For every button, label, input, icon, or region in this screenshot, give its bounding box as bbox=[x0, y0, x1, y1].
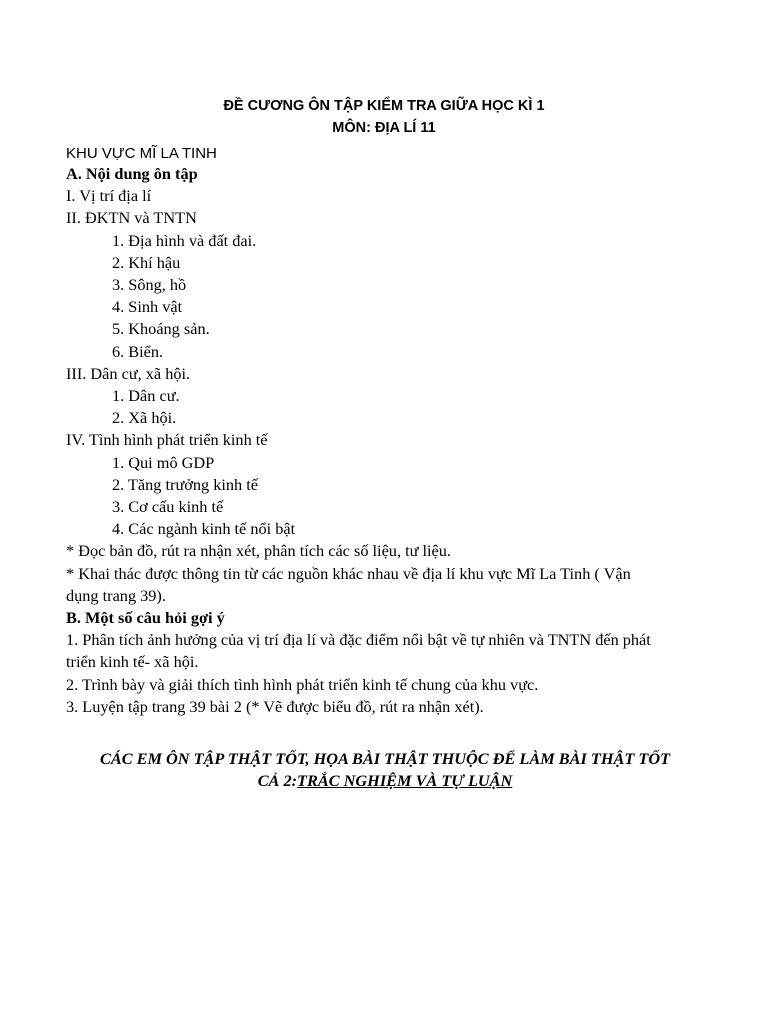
section-b-heading: B. Một số câu hỏi gợi ý bbox=[66, 608, 225, 628]
document-body bbox=[66, 163, 716, 718]
note-map-reading: * Đọc bản đồ, rút ra nhận xét, phân tích các số liệu, tư liệu. bbox=[66, 541, 451, 561]
question-1: 1. Phân tích ảnh hưởng của vị trí địa lí và đặc điểm nổi bật về tự nhiên và TNTN đến phát bbox=[66, 630, 651, 650]
list-item: 4. Các ngành kinh tế nổi bật bbox=[112, 519, 296, 539]
closing-prefix: CẢ 2: bbox=[257, 771, 298, 790]
list-item: 2. Xã hội. bbox=[112, 408, 177, 428]
question-3: 3. Luyện tập trang 39 bài 2 (* Vẽ được biểu đồ, rút ra nhận xét). bbox=[66, 696, 484, 716]
region-label: KHU VỰC MĨ LA TINH bbox=[66, 145, 217, 162]
topic-population-society: III. Dân cư, xã hội. bbox=[66, 363, 191, 383]
topic-location: I. Vị trí địa lí bbox=[66, 186, 152, 206]
note-information-sources-continued: dụng trang 39). bbox=[66, 585, 166, 605]
list-item: 1. Địa hình và đất đai. bbox=[112, 230, 257, 250]
list-item: 1. Qui mô GDP bbox=[112, 452, 215, 472]
list-item: 6. Biển. bbox=[112, 341, 164, 361]
list-item: 3. Cơ cấu kinh tế bbox=[112, 497, 224, 517]
subject-title: MÔN: ĐỊA LÍ 11 bbox=[332, 120, 436, 136]
closing-line-2 bbox=[40, 770, 730, 792]
question-1-continued: triển kinh tế- xã hội. bbox=[66, 652, 199, 672]
list-item: 2. Tăng trưởng kinh tế bbox=[112, 474, 259, 494]
list-item: 2. Khí hậu bbox=[112, 252, 181, 272]
note-information-sources: * Khai thác được thông tin từ các nguồn khác nhau về địa lí khu vực Mĩ La Tinh ( Vận bbox=[66, 563, 631, 583]
document-title: ĐỀ CƯƠNG ÔN TẬP KIỂM TRA GIỮA HỌC KÌ 1 bbox=[223, 98, 545, 114]
list-item: 4. Sinh vật bbox=[112, 297, 183, 317]
section-a-heading: A. Nội dung ôn tập bbox=[66, 164, 198, 183]
closing-line-1: CÁC EM ÔN TẬP THẬT TỐT, HỌA BÀI THẬT THUỘC ĐỂ LÀM BÀI THẬT TỐT bbox=[99, 749, 671, 768]
topic-natural-conditions: II. ĐKTN và TNTN bbox=[66, 208, 197, 228]
closing-message bbox=[40, 748, 730, 792]
list-item: 1. Dân cư. bbox=[112, 386, 180, 406]
question-2: 2. Trình bày và giải thích tình hình phát triển kinh tế chung của khu vực. bbox=[66, 674, 539, 694]
list-item: 5. Khoáng sản. bbox=[112, 319, 210, 339]
closing-underlined-text: TRẮC NGHIỆM VÀ TỰ LUẬN bbox=[297, 771, 513, 790]
topic-economy: IV. Tình hình phát triển kinh tế bbox=[66, 430, 268, 450]
list-item: 3. Sông, hồ bbox=[112, 275, 187, 295]
